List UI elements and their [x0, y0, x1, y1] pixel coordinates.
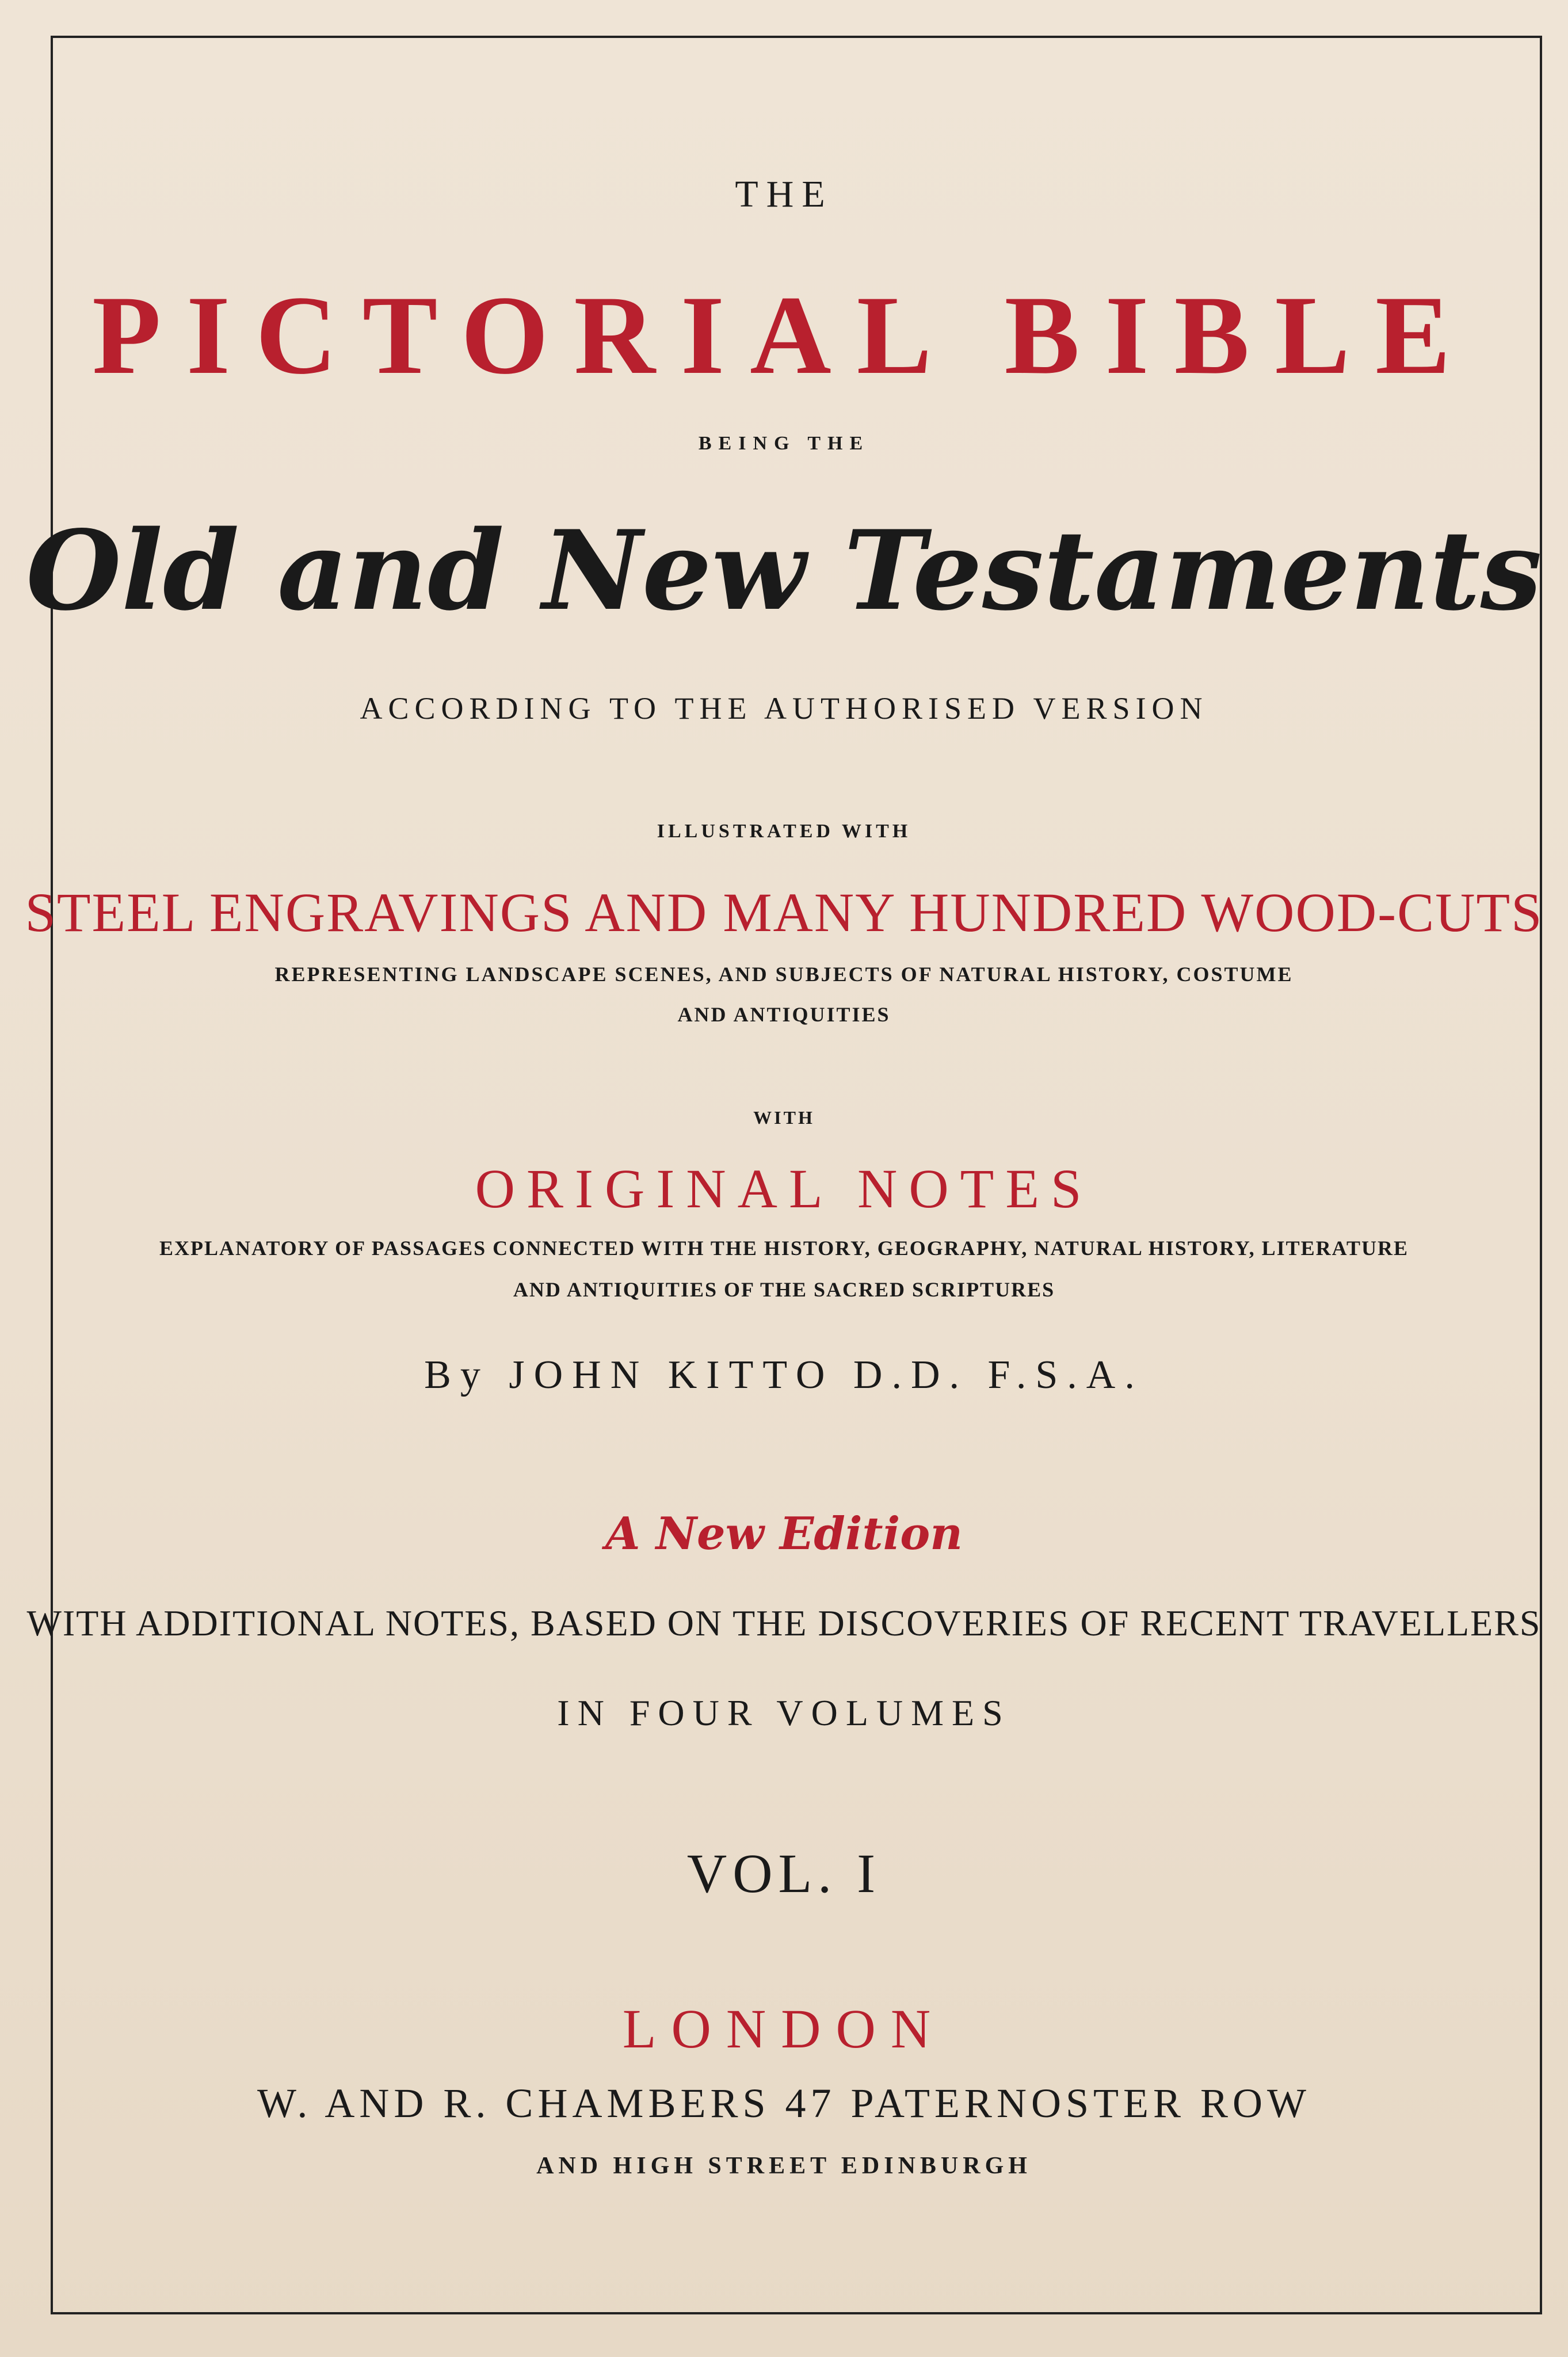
- main-title: PICTORIAL BIBLE: [92, 273, 1476, 398]
- new-edition-text: A New Edition: [605, 1508, 963, 1560]
- representing-line-2: AND ANTIQUITIES: [677, 1003, 891, 1026]
- illustrated-with-text: ILLUSTRATED WITH: [657, 821, 911, 842]
- the-heading: THE: [735, 173, 833, 215]
- city-london: LONDON: [622, 1998, 946, 2059]
- version-text: ACCORDING TO THE AUTHORISED VERSION: [360, 691, 1208, 726]
- engravings-heading: STEEL ENGRAVINGS AND MANY HUNDRED WOOD-CUTS: [25, 882, 1543, 943]
- edinburgh-line: AND HIGH STREET EDINBURGH: [536, 2153, 1032, 2179]
- volumes-line: IN FOUR VOLUMES: [557, 1692, 1011, 1733]
- explanatory-line-1: EXPLANATORY OF PASSAGES CONNECTED WITH THE HISTORY, GEOGRAPHY, NATURAL HISTORY, LITERATURE: [159, 1237, 1409, 1260]
- volume-number: VOL. I: [686, 1843, 882, 1904]
- with-text: WITH: [753, 1107, 815, 1128]
- representing-line-1: REPRESENTING LANDSCAPE SCENES, AND SUBJECTS OF NATURAL HISTORY, COSTUME: [274, 963, 1294, 986]
- additional-notes-line: WITH ADDITIONAL NOTES, BASED ON THE DISCOVERIES OF RECENT TRAVELLERS: [26, 1603, 1542, 1643]
- being-the-text: BEING THE: [698, 433, 870, 454]
- subtitle-testaments: Old and New Testaments: [26, 506, 1542, 635]
- original-notes-heading: ORIGINAL NOTES: [475, 1158, 1093, 1219]
- author-line: By JOHN KITTO D.D. F.S.A.: [424, 1353, 1144, 1397]
- publisher-line: W. AND R. CHAMBERS 47 PATERNOSTER ROW: [257, 2080, 1311, 2126]
- explanatory-line-2: AND ANTIQUITIES OF THE SACRED SCRIPTURES: [513, 1278, 1055, 1301]
